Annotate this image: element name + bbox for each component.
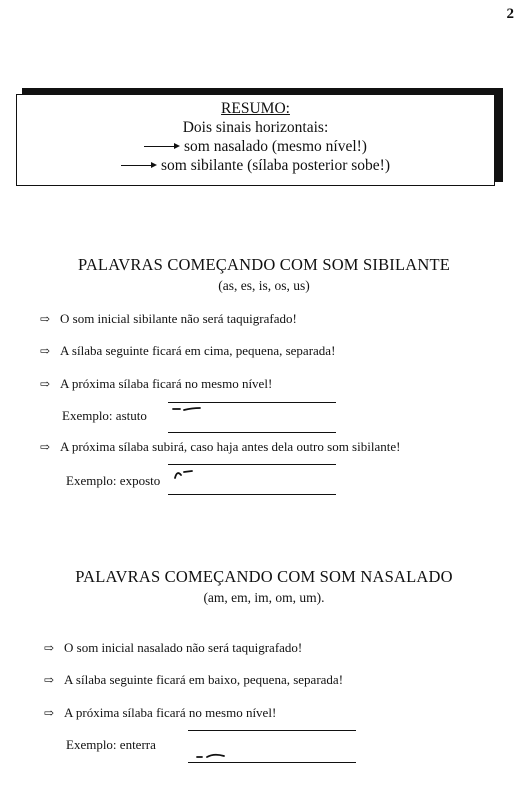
summary-line-3-text: som sibilante (sílaba posterior sobe!) xyxy=(160,157,390,174)
nasal-section-subtitle: (am, em, im, om, um). xyxy=(203,590,325,605)
sibilant-bullet-1-text: O som inicial sibilante não será taquigrafado! xyxy=(60,311,297,326)
summary-line-3 xyxy=(17,156,494,175)
nasal-bullet-2-text: A sílaba seguinte ficará em baixo, pequena, separada! xyxy=(64,672,344,687)
right-arrow-outline-icon: ⇨ xyxy=(40,344,51,358)
summary-line-1: Dois sinais horizontais: xyxy=(182,119,329,136)
right-arrow-outline-icon: ⇨ xyxy=(44,641,55,655)
summary-line-2-text: som nasalado (mesmo nível!) xyxy=(184,138,367,155)
rule-line xyxy=(168,494,336,495)
summary-line-2 xyxy=(17,137,494,156)
sibilant-bullet-3 xyxy=(40,376,272,392)
nasal-bullet-3-text: A próxima sílaba ficará no mesmo nível! xyxy=(64,705,277,720)
summary-box xyxy=(16,94,495,186)
sibilant-bullet-1 xyxy=(40,311,297,327)
right-arrow-outline-icon: ⇨ xyxy=(44,673,55,687)
right-arrow-outline-icon: ⇨ xyxy=(40,440,51,454)
long-right-arrow-icon xyxy=(144,146,178,147)
rule-line xyxy=(188,762,356,763)
sibilant-bullet-2 xyxy=(40,343,335,359)
right-arrow-outline-icon: ⇨ xyxy=(40,377,51,391)
nasal-bullet-2 xyxy=(44,672,343,688)
sibilant-example-2: Exemplo: exposto xyxy=(66,473,161,488)
sibilant-bullet-4-text: A próxima sílaba subirá, caso haja antes dela outro som sibilante! xyxy=(60,439,401,454)
summary-title: RESUMO: xyxy=(221,100,290,117)
nasal-bullet-3 xyxy=(44,705,276,721)
shorthand-mark-exposto xyxy=(172,466,202,482)
nasal-bullet-1-text: O som inicial nasalado não será taquigrafado! xyxy=(64,640,303,655)
nasal-example-1: Exemplo: enterra xyxy=(66,737,156,752)
page-number: 2 xyxy=(506,6,514,22)
shorthand-mark-astuto xyxy=(170,402,210,418)
nasal-section-title: PALAVRAS COMEÇANDO COM SOM NASALADO xyxy=(75,567,453,586)
sibilant-bullet-4 xyxy=(40,439,400,455)
rule-line xyxy=(188,730,356,731)
long-right-arrow-icon xyxy=(121,165,155,166)
sibilant-section-title: PALAVRAS COMEÇANDO COM SOM SIBILANTE xyxy=(77,255,451,274)
nasal-bullet-1 xyxy=(44,640,302,656)
right-arrow-outline-icon: ⇨ xyxy=(40,312,51,326)
sibilant-bullet-2-text: A sílaba seguinte ficará em cima, pequena, separada! xyxy=(60,343,336,358)
sibilant-example-1: Exemplo: astuto xyxy=(62,408,147,423)
right-arrow-outline-icon: ⇨ xyxy=(44,706,55,720)
rule-line xyxy=(168,464,336,465)
sibilant-section-subtitle: (as, es, is, os, us) xyxy=(218,278,310,293)
rule-line xyxy=(168,432,336,433)
sibilant-bullet-3-text: A próxima sílaba ficará no mesmo nível! xyxy=(60,376,273,391)
